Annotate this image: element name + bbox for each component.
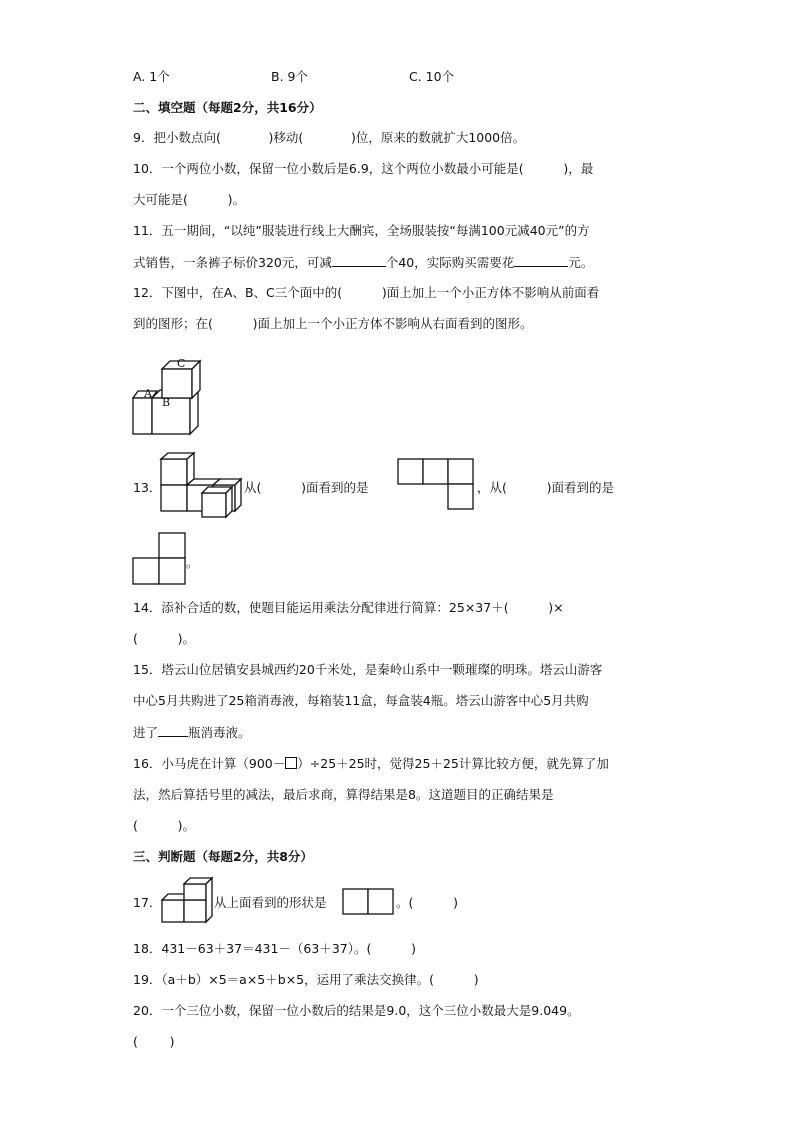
- q16-line3: ( )。: [133, 818, 195, 833]
- cube: [184, 884, 206, 900]
- q15-line1: 15．塔云山位居镇安县城西约20千米处，是秦岭山系中一颗璀璨的明珠。塔云山游客: [133, 662, 603, 677]
- q17-view-shape: [342, 888, 396, 916]
- cube-a-front: [133, 398, 152, 434]
- q13-text1: 从( )面看到的是: [244, 480, 369, 495]
- q16-line1: 16．小马虎在计算（900－ ）÷25＋25时，觉得25＋25计算比较方便，就先算了加: [133, 756, 609, 771]
- q15-line2: 中心5月共购进了25箱消毒液，每箱装11盒，每盒装4瓶。塔云山游客中心5月共购: [133, 693, 589, 708]
- q9: 9．把小数点向( )移动( )位，原来的数就扩大1000倍。: [133, 130, 526, 145]
- square: [159, 558, 185, 584]
- q12-line1: 12．下图中，在A、B、C三个面中的( )面上加上一个小正方体不影响从前面看: [133, 285, 600, 300]
- square: [448, 484, 473, 509]
- face-label-c: C: [177, 357, 186, 370]
- q14-line2: ( )。: [133, 631, 195, 646]
- cube-side: [235, 479, 241, 511]
- q12-line2: 到的图形；在( )面上加上一个小正方体不影响从右面看到的图形。: [133, 316, 533, 331]
- square: [423, 459, 448, 484]
- q11-line2: 式销售，一条裤子标价320元，可减 个40，实际购买需要花 元。: [133, 255, 594, 270]
- front-cube: [202, 493, 226, 517]
- q11-line1: 11．五一期间，“以纯”服装进行线上大酬宾，全场服装按“每满100元减40元”的方: [133, 223, 590, 238]
- section3-title: 三、判断题（每题2分，共8分）: [133, 849, 313, 864]
- q15-line3: 进了 瓶消毒液。: [133, 725, 251, 740]
- q8-option-a: A. 1个: [133, 69, 170, 84]
- face-label-b: B: [162, 396, 171, 409]
- q13-view-shape-2: [132, 532, 188, 586]
- q13-number: 13．: [133, 480, 162, 495]
- q8-option-b: B. 9个: [271, 69, 308, 84]
- q13-end: 。: [186, 555, 199, 570]
- cube-c-front: [162, 369, 192, 398]
- square: [368, 889, 393, 914]
- square: [398, 459, 423, 484]
- cube: [162, 900, 184, 922]
- cube-side: [206, 878, 212, 922]
- q16-line2: 法，然后算括号里的减法，最后求商，算得结果是8。这道题目的正确结果是: [133, 787, 554, 802]
- q14-line1: 14．添补合适的数，使题目能运用乘法分配律进行简算：25×37＋( )×: [133, 600, 564, 615]
- square: [343, 889, 368, 914]
- q12-cube-figure: [126, 352, 210, 440]
- q18: 18．431－63＋37＝431－（63＋37）。( ): [133, 941, 416, 956]
- q13-view-shape-1: [397, 458, 477, 514]
- q17-number: 17．: [133, 895, 162, 910]
- q17-text2: 。( ): [396, 895, 458, 910]
- q19: 19．（a＋b）×5＝a×5＋b×5，运用了乘法交换律。( ): [133, 972, 479, 987]
- section2-title: 二、填空题（每题2分，共16分）: [133, 100, 322, 115]
- face-label-a: A: [144, 387, 152, 400]
- q11-blank-2: [514, 254, 568, 267]
- square: [133, 558, 159, 584]
- cube: [161, 485, 187, 511]
- cube: [184, 900, 206, 922]
- q10-line2: 大可能是( )。: [133, 192, 245, 207]
- front-cube-side: [226, 487, 232, 517]
- square: [448, 459, 473, 484]
- q8-option-c: C. 10个: [409, 69, 455, 84]
- cube-b-front: [152, 398, 190, 434]
- q20-line1: 20．一个三位小数，保留一位小数后的结果是9.0，这个三位小数最大是9.049。: [133, 1003, 580, 1018]
- q17-cube-figure: [160, 874, 216, 926]
- q10-line1: 10．一个两位小数，保留一位小数后是6.9，这个两位小数最小可能是( )，最: [133, 161, 594, 176]
- cube: [161, 459, 187, 485]
- q13-cube-figure: [158, 451, 244, 523]
- q17-text1: 从上面看到的形状是: [214, 895, 327, 910]
- q11-blank-1: [332, 254, 386, 267]
- q20-line2: ( ): [133, 1034, 175, 1049]
- square-box-icon: [285, 757, 297, 769]
- q15-blank: [158, 724, 188, 737]
- square: [159, 533, 185, 558]
- q13-text2: ，从( )面看到的是: [477, 480, 614, 495]
